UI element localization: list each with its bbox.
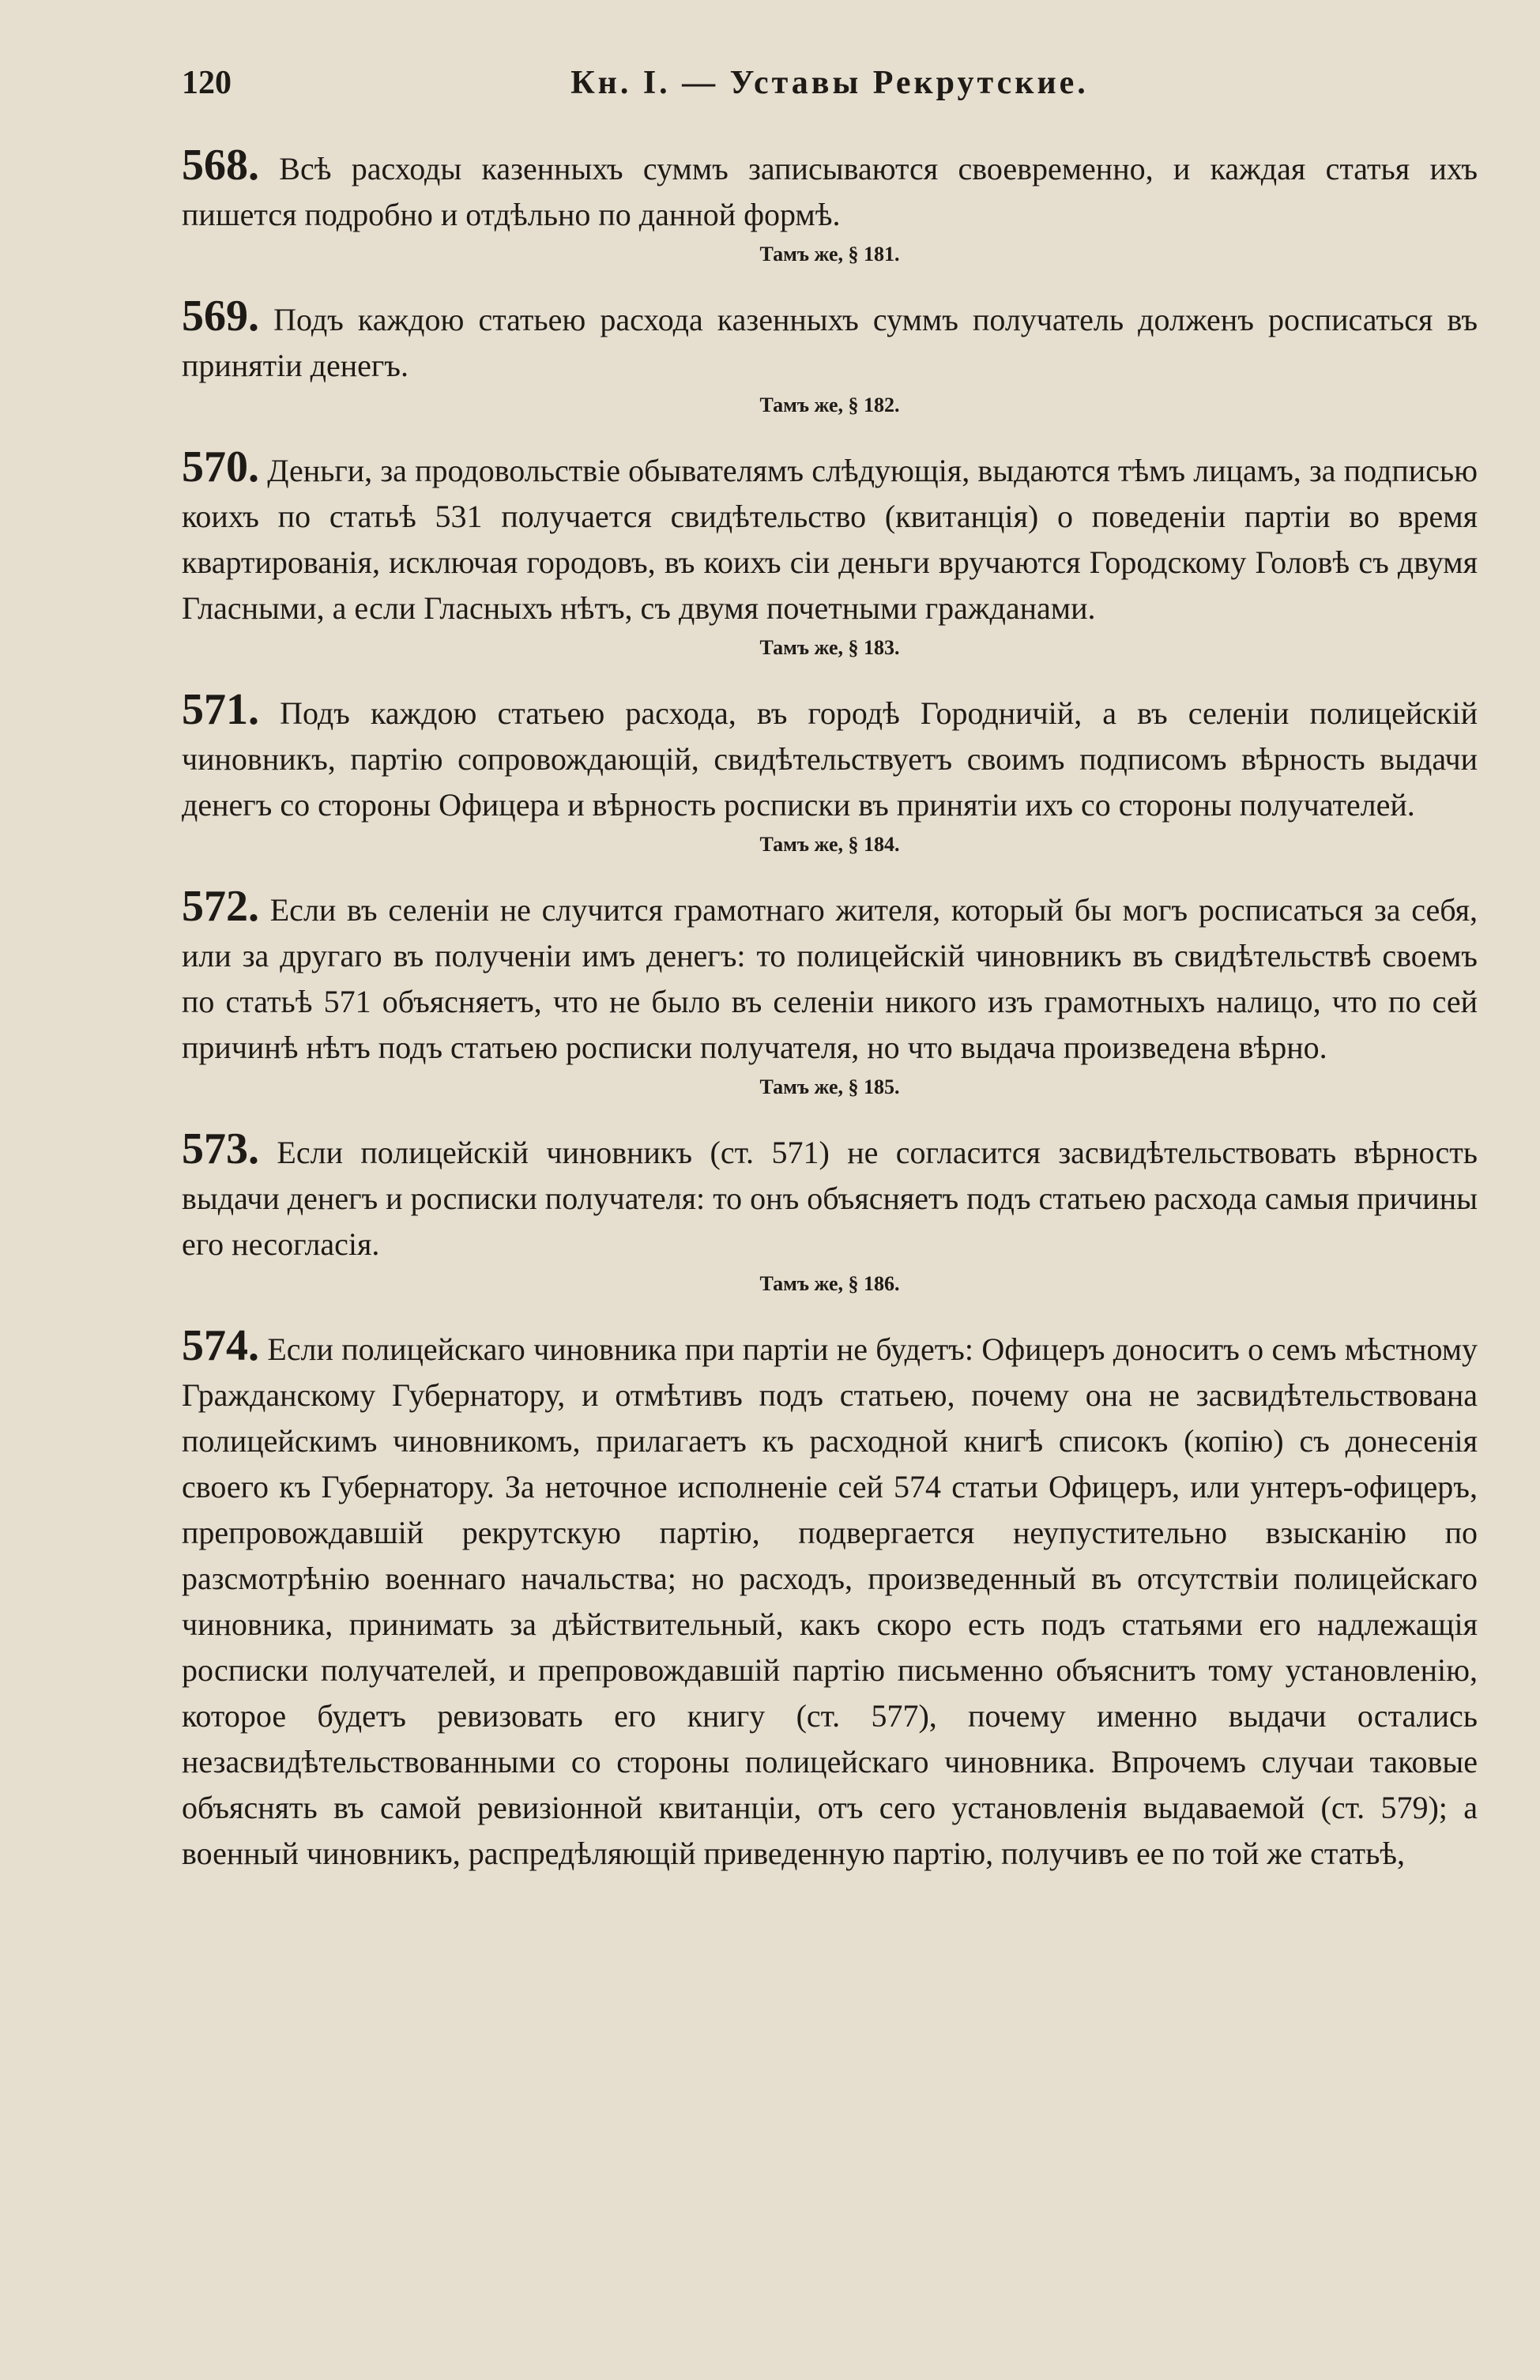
article-text: Деньги, за продовольствіе обывателямъ слѣдующія, выдаются тѣмъ лицамъ, за подписью коихъ по статьѣ 531 получается свидѣтельство (квитанція) о поведеніи партіи во время квартированія, исключая городовъ, въ коихъ сіи деньги вручаются Городскому Головѣ съ двумя Гласными, а если Гласныхъ нѣтъ, съ двумя почетными гражданами. (182, 453, 1478, 626)
article-paragraph (182, 293, 1478, 389)
source-citation: Тамъ же, § 185. (759, 1075, 900, 1098)
article-number: 573. (182, 1124, 259, 1173)
article-570 (182, 444, 1478, 663)
article-number: 568. (182, 141, 259, 190)
article-number: 574. (182, 1321, 259, 1370)
article-number: 570. (182, 442, 259, 491)
article-text: Если полицейскаго чиновника при партіи не будетъ: Офицеръ доноситъ о семъ мѣстному Гражданскому Губернатору, и отмѣтивъ подъ статьею, почему она не засвидѣтельствована полицейскимъ чиновникомъ, прилагаетъ къ расходной книгѣ списокъ (копію) съ донесенія своего къ Губернатору. За неточное исполненіе сей 574 статьи Офицеръ, или унтеръ-офицеръ, препровождавшій рекрутскую партію, подвергается неупустительно взысканію по разсмотрѣнію военнаго начальства; но расходъ, произведенный въ отсутствіи полицейскаго чиновника, принимать за дѣйствительный, какъ скоро есть подъ статьями его надлежащія росписки получателей, и препровождавшій партію письменно объяснитъ тому установленію, которое будетъ ревизовать его книгу (ст. 577), почему именно выдачи остались незасвидѣтельствованными со стороны полицейскаго чиновника. Впрочемъ случаи таковые объяснять въ самой ревизіонной квитанціи, отъ сего установленія выдаваемой (ст. 579); а военный чиновникъ, распредѣляющій приведенную партію, получивъ ее по той же статьѣ, (182, 1331, 1478, 1871)
source-citation: Тамъ же, § 182. (759, 394, 900, 416)
article-paragraph (182, 444, 1478, 631)
article-number: 572. (182, 882, 259, 931)
article-paragraph (182, 687, 1478, 828)
source-citation: Тамъ же, § 183. (759, 636, 900, 659)
article-paragraph (182, 1323, 1478, 1877)
article-text: Если въ селеніи не случится грамотнаго жителя, который бы могъ росписаться за себя, или за другаго въ полученіи имъ денегъ: то полицейскій чиновникъ въ свидѣтельствѣ своемъ по статьѣ 571 объясняетъ, что не было въ селеніи никого изъ грамотныхъ налицо, что по сей причинѣ нѣтъ подъ статьею росписки получателя, но что выдача произведена вѣрно. (182, 892, 1478, 1065)
article-number: 571. (182, 685, 259, 734)
source-citation: Тамъ же, § 181. (759, 243, 900, 265)
article-568 (182, 142, 1478, 269)
article-text: Подъ каждою статьею расхода казенныхъ суммъ получатель долженъ росписаться въ принятіи денегъ. (182, 302, 1478, 383)
article-571 (182, 687, 1478, 860)
page-number: 120 (182, 65, 232, 101)
article-573 (182, 1126, 1478, 1299)
page-header (182, 55, 1478, 111)
article-paragraph (182, 142, 1478, 238)
source-citation: Тамъ же, § 184. (759, 833, 900, 856)
article-text: Всѣ расходы казенныхъ суммъ записываются своевременно, и каждая статья ихъ пишется подробно и отдѣльно по данной формѣ. (182, 151, 1478, 232)
article-text: Если полицейскій чиновникъ (ст. 571) не согласится засвидѣтельствовать вѣрность выдачи денегъ и росписки получателя: то онъ объясняетъ подъ статьею расхода самыя причины его несогласія. (182, 1135, 1478, 1262)
article-569 (182, 293, 1478, 420)
article-text: Подъ каждою статьею расхода, въ городѣ Городничій, а въ селеніи полицейскій чиновникъ, партію сопровождающій, свидѣтельствуетъ своимъ подписомъ вѣрность выдачи денегъ со стороны Офицера и вѣрность росписки въ принятіи ихъ со стороны получателей. (182, 695, 1478, 823)
running-head: Кн. I. — Уставы Рекрутские. (570, 65, 1089, 101)
article-paragraph (182, 883, 1478, 1071)
page-body (182, 142, 1478, 1900)
article-number: 569. (182, 292, 259, 341)
article-paragraph (182, 1126, 1478, 1267)
article-572 (182, 883, 1478, 1102)
article-574 (182, 1323, 1478, 1877)
source-citation: Тамъ же, § 186. (759, 1272, 900, 1295)
